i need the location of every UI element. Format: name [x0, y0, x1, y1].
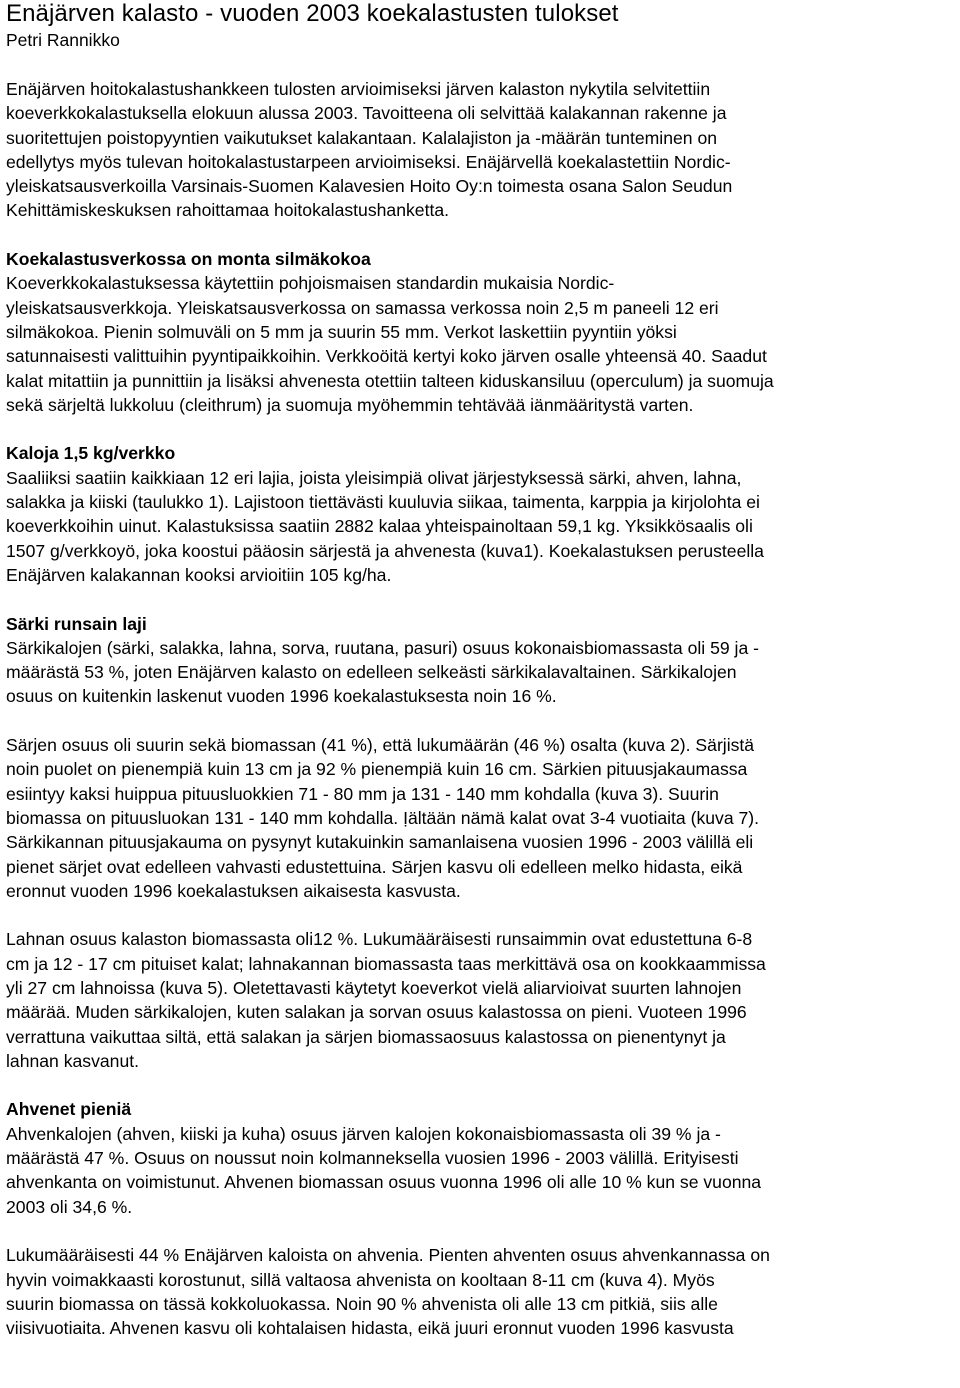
section-ahvenet [6, 1097, 956, 1340]
spacer [6, 1073, 956, 1097]
intro-paragraph: Enäjärven hoitokalastushankkeen tulosten arvioimiseksi järven kalaston nykytila selvitettiin koeverkkokalastuksella elokuun alussa 2003. Tavoitteena oli selvittää kalakannan rakenne ja suoritettujen poistopyyntien vaikutukset kalakantaan. Kalalajiston ja -määrän tunteminen on edellytys myös tulevan hoitokalastustarpeen arvioimiseksi. Enäjärvellä koekalastettiin Nordic- yleiskatsausverkoilla Varsinais-Suomen Kalavesien Hoito Oy:n toimesta osana Salon Seudun Kehittämiskeskuksen rahoittamaa hoitokalastushanketta. [6, 79, 733, 221]
section-paragraph: Särjen osuus oli suurin sekä biomassan (41 %), että lukumäärän (46 %) osalta (kuva 2). Särjistä noin puolet on pienempiä kuin 13 cm ja 92 % pienempiä kuin 16 cm. Särkien pituusjakaumassa esiintyy kaksi huippua pituusluokkien 71 - 80 mm ja 131 - 140 mm kohdalla (kuva 3). Suurin biomassa on pituusluokan 131 - 140 mm kohdalla. Ịältään nämä kalat ovat 3-4 vuotiaita (kuva 7). Särkikannan pituusjakauma on pysynyt kutakuinkin samanlaisena vuosien 1996 - 2003 välillä eli pienet särjet ovat edelleen vahvasti edustettuina. Särjen kasvu oli edelleen melko hidasta, eikä eronnut vuoden 1996 koekalastuksen aikaisesta kasvusta. [6, 735, 760, 901]
section-kaloja [6, 441, 956, 587]
section-paragraph: Ahvenkalojen (ahven, kiiski ja kuha) osuus järven kalojen kokonaisbiomassasta oli 39 % ja - määrästä 47 %. Osuus on noussut noin kolmanneksella vuosien 1996 - 2003 välillä. Erityisesti ahvenkanta on voimistunut. Ahvenen biomassan osuus vuonna 1996 oli alle 10 % kun se vuonna 2003 oli 34,6 %. [6, 1123, 762, 1217]
section-heading: Kaloja 1,5 kg/verkko [6, 443, 176, 464]
spacer [6, 223, 956, 247]
spacer [6, 1219, 956, 1243]
document-title: Enäjärven kalasto - vuoden 2003 koekalastusten tulokset [6, 0, 619, 27]
section-paragraph: Lukumääräisesti 44 % Enäjärven kaloista on ahvenia. Pienten ahventen osuus ahvenkannassa on hyvin voimakkaasti korostunut, sillä valtaosa ahvenista on kooltaan 8-11 cm (kuva 4). Myös suurin biomassa on tässä kokkoluokassa. Noin 90 % ahvenista oli alle 13 cm pitkiä, siis alle viisivuotiaita. Ahvenen kasvu oli kohtalaisen hidasta, eikä juuri eronnut vuoden 1996 kasvusta [6, 1245, 770, 1339]
section-verkot [6, 247, 956, 417]
spacer [6, 709, 956, 733]
spacer [6, 51, 956, 77]
spacer [6, 417, 956, 441]
spacer [6, 587, 956, 611]
section-sarki [6, 612, 956, 1074]
document-page [6, 0, 956, 1340]
section-paragraph: Lahnan osuus kalaston biomassasta oli12 %. Lukumääräisesti runsaimmin ovat edustettuna 6-8 cm ja 12 - 17 cm pituiset kalat; lahnakannan biomassasta taas merkittävä osa on kookkaammissa yli 27 cm lahnoissa (kuva 5). Oletettavasti käytetyt koeverkot vielä aliarvioivat suurten lahnojen määrää. Muden särkikalojen, kuten salakan ja sorvan osuus kalastossa on pieni. Vuoteen 1996 verrattuna vaikuttaa siltä, että salakan ja särjen biomassaosuus kalastossa on pienentynyt ja lahnan kasvanut. [6, 929, 766, 1071]
section-heading: Koekalastusverkossa on monta silmäkokoa [6, 249, 371, 270]
section-paragraph: Saaliiksi saatiin kaikkiaan 12 eri lajia, joista yleisimpiä olivat järjestyksessä särki, ahven, lahna, salakka ja kiiski (taulukko 1). Lajistoon tiettävästi kuuluvia siikaa, taimenta, karppia ja kirjolohta ei koeverkkoihin uinut. Kalastuksissa saatiin 2882 kalaa yhteispainoltaan 59,1 kg. Yksikkösaalis oli 1507 g/verkkoyö, joka koostui pääosin särjestä ja ahvenesta (kuva1). Koekalastuksen perusteella Enäjärven kalakannan kooksi arvioitiin 105 kg/ha. [6, 467, 764, 585]
section-heading: Ahvenet pieniä [6, 1099, 132, 1120]
spacer [6, 903, 956, 927]
section-heading: Särki runsain laji [6, 613, 147, 634]
section-paragraph: Koeverkkokalastuksessa käytettiin pohjoismaisen standardin mukaisia Nordic- yleiskatsausverkkoja. Yleiskatsausverkossa on samassa verkossa noin 2,5 m paneeli 12 eri silmäkokoa. Pienin solmuväli on 5 mm ja suurin 55 mm. Verkot laskettiin pyyntiin yöksi satunnaisesti valittuihin pyyntipaikkoihin. Verkkoöitä kertyi koko järven osalle yhteensä 40. Saadut kalat mitattiin ja punnittiin ja lisäksi ahvenesta otettiin talteen kiduskansiluu (operculum) ja suomuja sekä särjeltä lukkoluu (cleithrum) ja suomuja myöhemmin tehtävää iänmääritystä varten. [6, 273, 774, 415]
section-paragraph: Särkikalojen (särki, salakka, lahna, sorva, ruutana, pasuri) osuus kokonaisbiomassasta oli 59 ja - määrästä 53 %, joten Enäjärven kalasto on edelleen selkeästi särkikalavaltainen. Särkikalojen osuus on kuitenkin laskenut vuoden 1996 koekalastuksesta noin 16 %. [6, 637, 759, 707]
author-name: Petri Rannikko [6, 30, 120, 50]
